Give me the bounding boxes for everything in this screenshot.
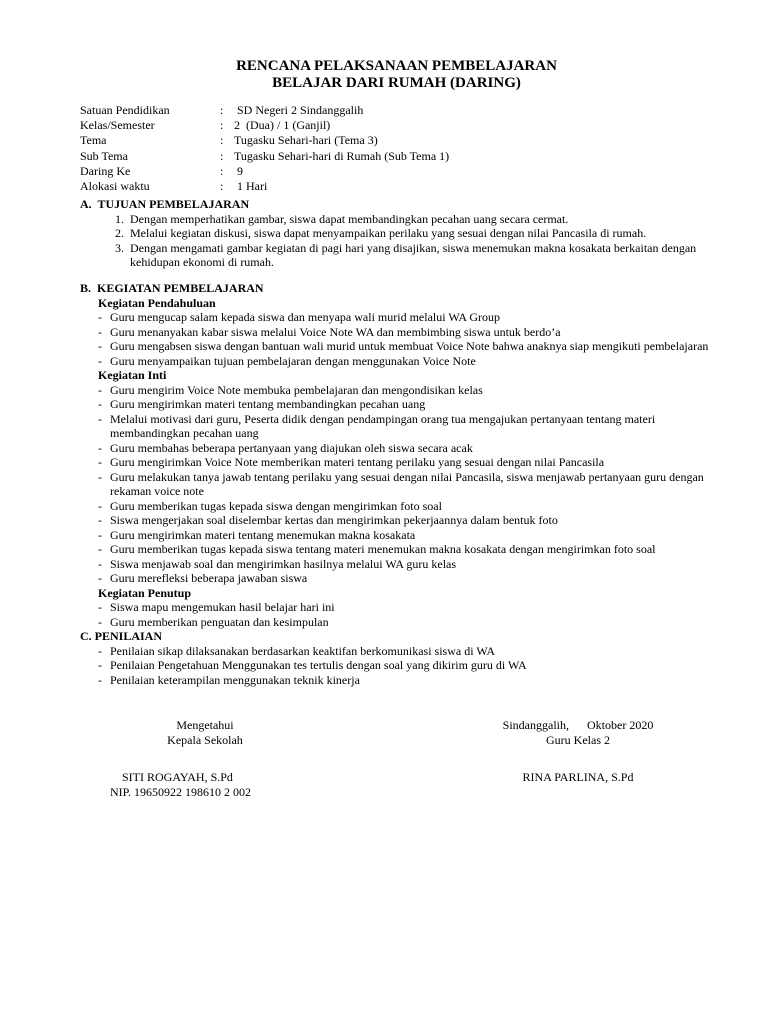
list-item — [80, 412, 720, 441]
item-text: Guru mengirimkan Voice Note memberikan materi tentang perilaku yang sesuai dengan nilai Pancasila — [110, 455, 605, 469]
signature-place-date: Sindanggalih, Oktober 2020 — [502, 718, 654, 732]
item-text: Guru melakukan tanya jawab tentang perilaku yang sesuai dengan nilai Pancasila, siswa menjawab pertanyaan guru dengan rekaman voice note — [110, 469, 704, 498]
list-item — [80, 470, 720, 499]
item-text: Siswa menjawab soal dan mengirimkan hasilnya melalui WA guru kelas — [110, 556, 457, 571]
subsection-heading: Kegiatan Penutup — [98, 585, 192, 600]
item-text: Guru memberikan tugas kepada siswa tentang materi menemukan makna kosakata dengan mengirimkan foto soal — [110, 542, 656, 556]
identity-value: 1 Hari — [234, 178, 268, 193]
identity-value: 2 (Dua) / 1 (Ganjil) — [234, 118, 331, 133]
list-item — [80, 310, 720, 325]
list-item — [80, 600, 720, 615]
identity-colon: : — [220, 118, 224, 133]
item-text: Siswa mengerjakan soal diselembar kertas dan mengirimkan pekerjaannya dalam bentuk foto — [110, 513, 558, 527]
dash-bullet: - — [98, 542, 102, 556]
activity-list — [80, 600, 720, 629]
item-text: Guru mengirim Voice Note membuka pembelajaran dan mengondisikan kelas — [110, 382, 483, 397]
document-title-line1: RENCANA PELAKSANAAN PEMBELAJARAN — [236, 58, 557, 74]
dash-bullet: - — [98, 440, 102, 455]
identity-row — [80, 149, 449, 164]
list-item — [80, 325, 720, 340]
identity-label: Alokasi waktu — [80, 178, 150, 193]
list-item — [80, 455, 720, 470]
section-heading: C. PENILAIAN — [80, 629, 163, 643]
list-item — [80, 513, 720, 528]
identity-colon: : — [220, 103, 224, 117]
identity-row — [80, 179, 449, 194]
identity-table — [80, 103, 449, 194]
list-item — [80, 212, 720, 227]
dash-bullet: - — [98, 527, 102, 542]
item-text: Melalui kegiatan diskusi, siswa dapat menyampaikan perilaku yang sesuai dengan nilai Pancasila di rumah. — [130, 226, 647, 240]
dash-bullet: - — [98, 469, 102, 484]
item-text: Melalui motivasi dari guru, Peserta didik dengan pendampingan orang tua mengajukan pertanyaan tentang materi membandingkan pecahan uang — [110, 411, 656, 440]
subsection-heading: Kegiatan Inti — [98, 368, 167, 382]
item-text: Siswa mapu mengemukan hasil belajar hari ini — [110, 600, 335, 614]
dash-bullet: - — [98, 310, 102, 324]
list-item — [80, 397, 720, 412]
dash-bullet: - — [98, 498, 102, 513]
identity-row — [80, 103, 449, 118]
item-number: 2. — [115, 226, 124, 240]
list-item — [80, 499, 720, 514]
list-item — [80, 658, 720, 673]
activity-list — [80, 310, 720, 368]
principal-nip: NIP. 19650922 198610 2 002 — [110, 784, 252, 799]
dash-bullet: - — [98, 382, 102, 397]
list-item — [80, 354, 720, 369]
identity-colon: : — [220, 133, 224, 148]
identity-value: 9 — [234, 163, 243, 178]
identity-label: Sub Tema — [80, 148, 128, 163]
identity-colon: : — [220, 148, 224, 163]
section-heading: B. KEGIATAN PEMBELAJARAN — [80, 281, 264, 295]
list-item — [80, 441, 720, 456]
identity-label: Daring Ke — [80, 163, 131, 178]
assessment-list — [80, 644, 720, 688]
dash-bullet: - — [98, 324, 102, 339]
item-text: Penilaian sikap dilaksanakan berdasarkan keaktifan berkomunikasi siswa di WA — [110, 643, 496, 658]
identity-label: Tema — [80, 133, 107, 148]
list-item — [80, 615, 720, 630]
identity-label: Kelas/Semester — [80, 118, 155, 133]
objective-list — [80, 212, 720, 270]
item-text: Guru mengabsen siswa dengan bantuan wali murid untuk membuat Voice Note bahwa anaknya siap mengikuti pembelajaran — [110, 339, 709, 353]
item-number: 1. — [115, 211, 124, 226]
item-text: Penilaian keterampilan menggunakan teknik kinerja — [110, 672, 360, 687]
dash-bullet: - — [98, 339, 102, 353]
item-text: Penilaian Pengetahuan Menggunakan tes tertulis dengan soal yang dikirim guru di WA — [110, 658, 527, 672]
list-item — [80, 571, 720, 586]
list-item — [80, 557, 720, 572]
item-text: Guru mengirimkan materi tentang menemukan makna kosakata — [110, 527, 416, 542]
identity-label: Satuan Pendidikan — [80, 103, 170, 117]
section-tujuan — [80, 197, 720, 270]
dash-bullet: - — [98, 600, 102, 614]
dash-bullet: - — [98, 353, 102, 368]
dash-bullet: - — [98, 513, 102, 527]
dash-bullet: - — [98, 672, 102, 687]
dash-bullet: - — [98, 411, 102, 426]
item-number: 3. — [115, 240, 124, 255]
item-text: Guru mengucap salam kepada siswa dan menyapa wali murid melalui WA Group — [110, 310, 501, 324]
list-item — [80, 241, 720, 270]
signature-left-line1: Mengetahui — [176, 718, 234, 732]
dash-bullet: - — [98, 455, 102, 469]
identity-value: Tugasku Sehari-hari di Rumah (Sub Tema 1) — [234, 148, 450, 163]
item-text: Guru merefleksi beberapa jawaban siswa — [110, 571, 308, 585]
item-text: Guru membahas beberapa pertanyaan yang diajukan oleh siswa secara acak — [110, 440, 473, 455]
list-item — [80, 226, 720, 241]
item-text: Dengan memperhatikan gambar, siswa dapat membandingkan pecahan uang secara cermat. — [130, 211, 569, 226]
identity-row — [80, 164, 449, 179]
item-text: Dengan mengamati gambar kegiatan di pagi hari yang disajikan, siswa menemukan makna kosakata berkaitan dengan kehidupan ekonomi di rumah. — [130, 240, 697, 269]
list-item — [80, 673, 720, 688]
item-text: Guru mengirimkan materi tentang membandingkan pecahan uang — [110, 397, 426, 411]
list-item — [80, 644, 720, 659]
identity-colon: : — [220, 163, 224, 178]
item-text: Guru memberikan tugas kepada siswa dengan mengirimkan foto soal — [110, 498, 442, 513]
activity-list — [80, 383, 720, 586]
subsection-heading: Kegiatan Pendahuluan — [98, 295, 216, 310]
dash-bullet: - — [98, 643, 102, 658]
item-text: Guru memberikan penguatan dan kesimpulan — [110, 614, 329, 629]
dash-bullet: - — [98, 397, 102, 411]
list-item — [80, 542, 720, 557]
signature-left-block — [110, 770, 310, 799]
signature-right-line2: Guru Kelas 2 — [546, 732, 610, 747]
list-item — [80, 339, 720, 354]
item-text: Guru menanyakan kabar siswa melalui Voice Note WA dan membimbing siswa untuk berdo’a — [110, 324, 561, 339]
signature-left-header — [140, 718, 270, 747]
identity-row — [80, 133, 449, 148]
dash-bullet: - — [98, 556, 102, 571]
section-kegiatan — [80, 281, 720, 687]
teacher-name: RINA PARLINA, S.Pd — [522, 770, 634, 784]
list-item — [80, 383, 720, 398]
dash-bullet: - — [98, 571, 102, 585]
identity-value: SD Negeri 2 Sindanggalih — [234, 103, 364, 117]
item-text: Guru menyampaikan tujuan pembelajaran dengan menggunakan Voice Note — [110, 353, 476, 368]
dash-bullet: - — [98, 658, 102, 672]
signature-right-block — [478, 770, 678, 785]
document-title-line2: BELAJAR DARI RUMAH (DARING) — [272, 75, 521, 91]
list-item — [80, 528, 720, 543]
identity-colon: : — [220, 178, 224, 193]
principal-name: SITI ROGAYAH, S.Pd — [122, 770, 233, 784]
identity-value: Tugasku Sehari-hari (Tema 3) — [234, 133, 378, 148]
signature-right-header — [478, 718, 678, 747]
signature-left-line2: Kepala Sekolah — [167, 732, 243, 747]
section-heading: A. TUJUAN PEMBELAJARAN — [80, 197, 250, 211]
identity-row — [80, 118, 449, 133]
dash-bullet: - — [98, 614, 102, 629]
